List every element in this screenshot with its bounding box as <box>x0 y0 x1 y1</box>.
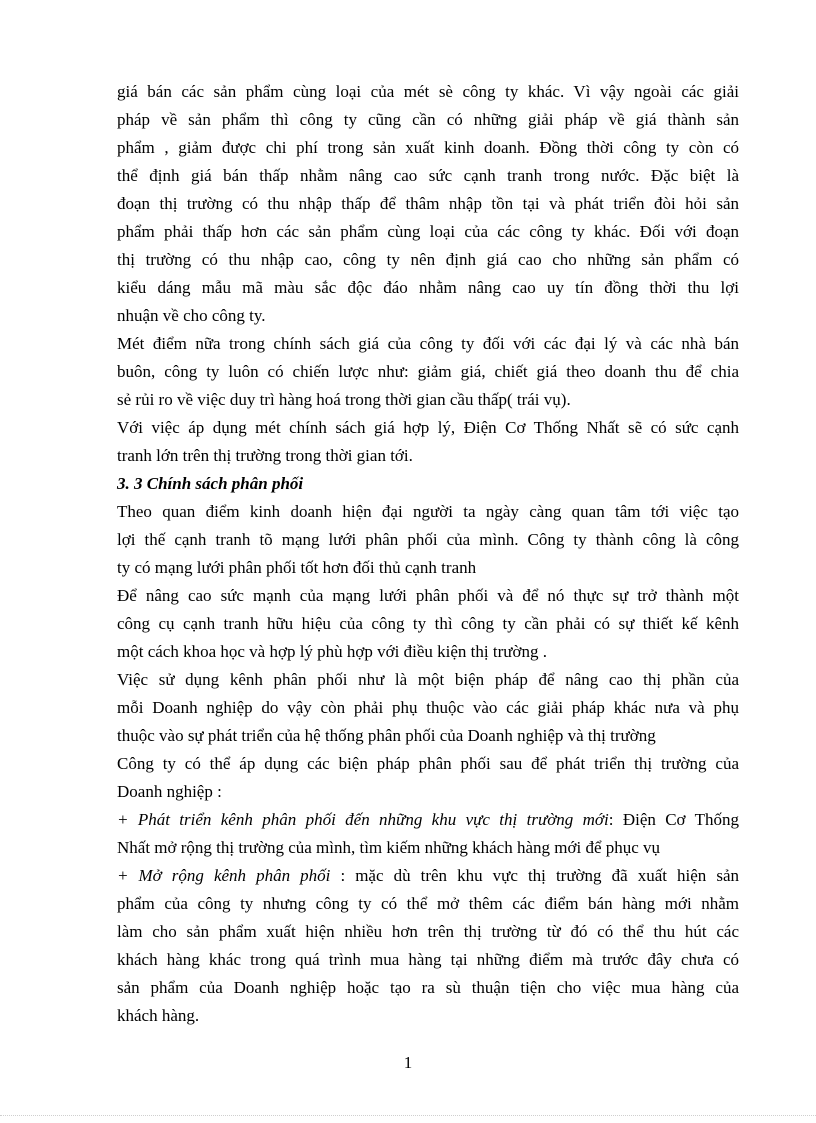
section-heading <box>117 470 739 498</box>
text-line: giá bán các sản phẩm cùng loại của mét sè công ty khác. Vì vậy ngoài các giải <box>117 82 739 101</box>
text-line <box>117 862 739 890</box>
paragraph <box>117 666 739 750</box>
bullet-rest: : Điện Cơ Thống <box>608 810 739 829</box>
text-line: sẻ rủi ro về việc duy trì hàng hoá trong thời gian cầu thấp( trái vụ). <box>117 390 571 409</box>
text-line: pháp về sản phẩm thì công ty cũng cần có những giải pháp về giá thành sản <box>117 110 739 129</box>
text-line: phẩm , giảm được chi phí trong sản xuất kinh doanh. Đồng thời công ty còn có <box>117 138 739 157</box>
text-line: thuộc vào sự phát triển của hệ thống phân phối của Doanh nghiệp và thị trường <box>117 726 656 745</box>
text-line: làm cho sản phẩm xuất hiện nhiều hơn trên thị trường từ đó có thể thu hút các <box>117 922 739 941</box>
text-line: Để nâng cao sức mạnh của mạng lưới phân phối và để nó thực sự trở thành một <box>117 586 739 605</box>
paragraph <box>117 78 739 330</box>
text-line: tranh lớn trên thị trường trong thời gian tới. <box>117 446 413 465</box>
document-page <box>117 78 739 1030</box>
text-line: công cụ cạnh tranh hữu hiệu của công ty thì công ty cần phải có sự thiết kế kênh <box>117 614 739 633</box>
text-line: nhuận về cho công ty. <box>117 306 266 325</box>
text-line: lợi thế cạnh tranh tõ mạng lưới phân phối của mình. Công ty thành công là công <box>117 530 739 549</box>
bullet-lead: + Phát triển kênh phân phối đến những khu vực thị trường mới <box>117 810 609 829</box>
text-line: Doanh nghiệp : <box>117 782 222 801</box>
text-line: mỗi Doanh nghiệp do vậy còn phải phụ thuộc vào các giải pháp khác nưa và phụ <box>117 698 739 717</box>
text-line: phẩm phải thấp hơn các sản phẩm cùng loại của các công ty khác. Đối với đoạn <box>117 222 739 241</box>
footer-divider <box>0 1115 816 1116</box>
text-line: Theo quan điểm kinh doanh hiện đại người ta ngày càng quan tâm tới việc tạo <box>117 502 739 521</box>
text-line: thể định giá bán thấp nhằm nâng cao sức cạnh tranh trong nước. Đặc biệt là <box>117 166 739 185</box>
text-line: Việc sử dụng kênh phân phối như là một biện pháp để nâng cao thị phần của <box>117 670 739 689</box>
text-line: kiểu dáng mẫu mã màu sắc độc đáo nhằm nâng cao uy tín đồng thời thu lợi <box>117 278 739 297</box>
text-line <box>117 806 739 834</box>
bullet-paragraph <box>117 806 739 862</box>
text-line: ty có mạng lưới phân phối tốt hơn đối thủ cạnh tranh <box>117 558 477 577</box>
text-line: buôn, công ty luôn có chiến lược như: giảm giá, chiết giá theo doanh thu để chia <box>117 362 739 381</box>
text-line: sản phẩm của Doanh nghiệp hoặc tạo ra sù thuận tiện cho việc mua hàng của <box>117 978 739 997</box>
paragraph <box>117 414 739 470</box>
text-line: Với việc áp dụng mét chính sách giá hợp lý, Điện Cơ Thống Nhất sẽ có sức cạnh <box>117 418 739 437</box>
section-heading-text: 3. 3 Chính sách phân phối <box>117 474 304 493</box>
paragraph <box>117 498 739 582</box>
text-line: Mét điểm nữa trong chính sách giá của công ty đối với các đại lý và các nhà bán <box>117 334 739 353</box>
text-line: một cách khoa học và hợp lý phù hợp với điều kiện thị trường . <box>117 642 547 661</box>
text-line: đoạn thị trường có thu nhập thấp để thâm nhập tồn tại và phát triển đòi hỏi sản <box>117 194 739 213</box>
paragraph <box>117 582 739 666</box>
bullet-rest: : mặc dù trên khu vực thị trường đã xuất hiện sản <box>330 866 739 885</box>
bullet-paragraph <box>117 862 739 1030</box>
text-line: Nhất mở rộng thị trường của mình, tìm kiếm những khách hàng mới để phục vụ <box>117 838 661 857</box>
text-line: khách hàng khác trong quá trình mua hàng tại những điểm mà trước đây chưa có <box>117 950 739 969</box>
text-line: Công ty có thể áp dụng các biện pháp phân phối sau để phát triển thị trường của <box>117 754 739 773</box>
paragraph <box>117 330 739 414</box>
bullet-lead: + Mở rộng kênh phân phối <box>117 866 331 885</box>
page-number: 1 <box>403 1053 413 1072</box>
text-line: khách hàng. <box>117 1006 200 1025</box>
text-line: phẩm của công ty nhưng công ty có thể mở thêm các điểm bán hàng mới nhằm <box>117 894 739 913</box>
paragraph <box>117 750 739 806</box>
text-line: thị trường có thu nhập cao, công ty nên định giá cao cho những sản phẩm có <box>117 250 739 269</box>
